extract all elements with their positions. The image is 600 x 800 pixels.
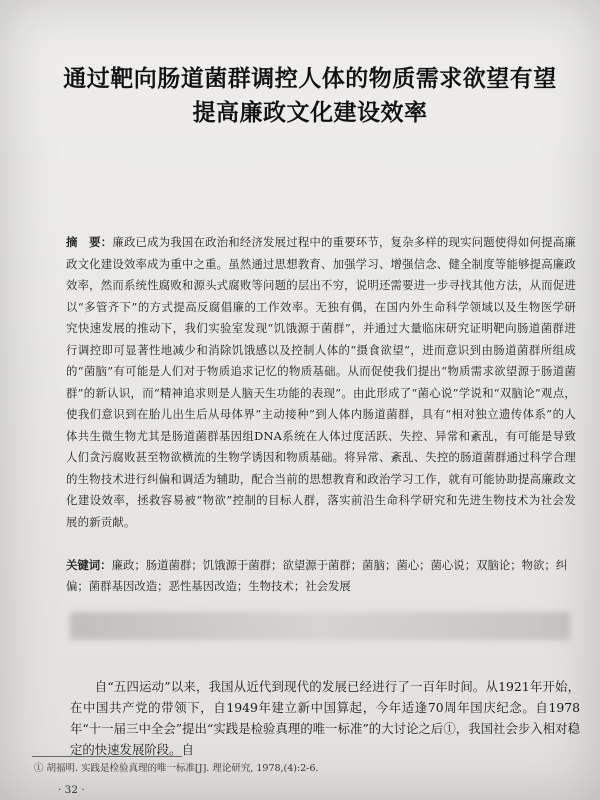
title-line-1: 通过靶向肠道菌群调控人体的物质需求欲望有望 — [63, 66, 557, 92]
abstract-label: 摘 要： — [66, 235, 113, 249]
article-title — [40, 62, 580, 130]
keywords — [66, 555, 576, 597]
title-line-2: 提高廉政文化建设效率 — [192, 100, 428, 126]
abstract-text: 廉政已成为我国在政治和经济发展过程中的重要环节，复杂多样的现实问题使得如何提高廉政文化建设效率成为重中之重。虽然通过思想教育、加强学习、增强信念、健全制度等能够提高廉政效率，然而系统性腐败和源头式腐败等问题的层出不穷，说明还需要进一步寻找其他方法，从而促进以“多管齐下”的方式提高反腐倡廉的工作效率。无独有偶，在国内外生命科学领域以及生物医学研究快速发展的推动下，我们实验室发现“饥饿源于菌群”，并通过大量临床研究证明靶向肠道菌群进行调控即可显著性地减少和消除饥饿感以及控制人体的“摄食欲望”，进而意识到由肠道菌群所组成的“菌脑”有可能是人们对于物质追求记忆的物质基础。从而促使我们提出“物质需求欲望源于肠道菌群”的新认识，而“精神追求则是人脑天生功能的表现”。由此形成了“菌心说”学说和“双脑论”观点，使我们意识到在胎儿出生后从母体界“主动接种”到人体内肠道菌群，具有“相对独立遗传体系”的人体共生微生物尤其是肠道菌群基因组DNA系统在人体过度活跃、失控、异常和紊乱，有可能是导致人们贪污腐败甚至物欲横流的生物学诱因和物质基础。将异常、紊乱、失控的肠道菌群通过科学合理的生物技术进行纠偏和调适为辅助，配合当前的思想教育和政治学习工作，就有可能协助提高廉政文化建设效率，拯救容易被“物欲”控制的目标人群，落实前沿生命科学研究和先进生物技术为社会发展的新贡献。 — [66, 235, 577, 529]
blurred-author-line — [150, 160, 470, 174]
footnote: ① 胡福明. 实践是检验真理的唯一标准[J]. 理论研究, 1978,(4):2-6. — [34, 763, 319, 774]
abstract — [66, 232, 576, 533]
footnote-divider — [32, 756, 182, 757]
keywords-text: 廉政；肠道菌群；饥饿源于菌群；欲望源于菌群；菌脑；菌心；菌心说；双脑论；物欲；纠偏；菌群基因改造；恶性基因改造；生物技术；社会发展 — [66, 558, 568, 593]
keywords-label: 关键词： — [66, 558, 112, 572]
page-number: · 32 · — [58, 784, 85, 796]
obscured-text-region — [70, 612, 570, 640]
body-paragraph: 自“五四运动”以来，我国从近代到现代的发展已经进行了一百年时间。从1921年开始，在中国共产党的带领下，自1949年建立新中国算起，今年适逢70周年国庆纪念。自1978年“十一届三中全会”提出“实践是检验真理的唯一标准”的大讨论之后①，我国社会步入相对稳定的快速发展阶段。自 — [70, 679, 580, 757]
